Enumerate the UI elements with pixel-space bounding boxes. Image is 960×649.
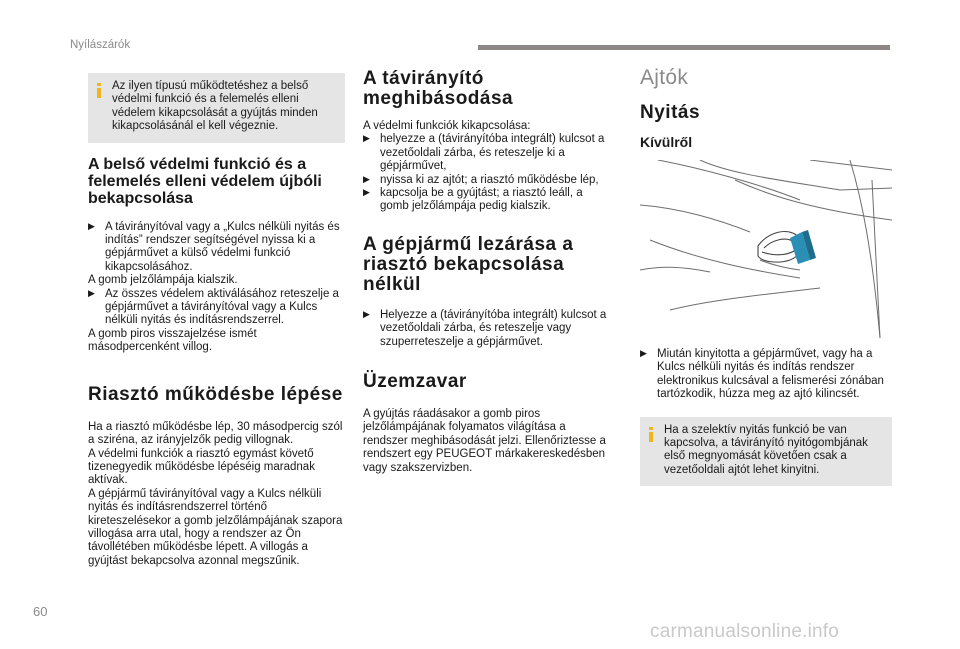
- heading-opening: Nyitás: [640, 102, 701, 123]
- left-column: [88, 73, 345, 568]
- bullet-item: ▶ Miután kinyitotta a gépjárművet, vagy ha a Kulcs nélküli nyitás és indítás rendszer elektronikus kulcsával a felismerési zónában tartózkodik, húzza meg az ajtó kilincsét.: [640, 348, 884, 401]
- heading-alarm-trigger: Riasztó működésbe lépése: [88, 383, 343, 405]
- right-column-lower: [640, 348, 892, 486]
- bullet-marker-icon: ▶: [88, 288, 95, 299]
- heading-from-outside: Kívülről: [640, 134, 693, 150]
- heading-malfunction: Üzemzavar: [363, 371, 467, 393]
- bullet-item: ▶ Helyezze a (távirányítóba integrált) kulcsot a vezetőoldali zárba, és reteszelje vagy szuperreteszelje a gépjárművet.: [363, 308, 607, 348]
- door-handle-illustration: [640, 160, 892, 338]
- text-line: A gomb piros visszajelzése ismét másodpercenként villog.: [88, 327, 257, 354]
- text-line: A gomb jelzőlámpája kialszik.: [88, 274, 238, 287]
- page-number: 60: [33, 604, 48, 619]
- heading-remote-failure: A távirányító meghibásodása: [363, 68, 514, 109]
- bullet-item: ▶ helyezze a (távirányítóba integrált) kulcsot a vezetőoldali zárba, és reteszelje ki a gépjárművet,: [363, 133, 605, 173]
- section-header: Nyílászárók: [70, 39, 131, 51]
- bullet-item: ▶ Az összes védelem aktiválásához reteszelje a gépjárművet a távirányítóval vagy a Kulcs nélküli nyitás és indításrendszerrel.: [88, 287, 339, 327]
- bullet-item: ▶ A távirányítóval vagy a „Kulcs nélküli nyitás és indítás” rendszer segítségével nyissa ki a gépjárművet a külső védelmi funkció kikapcsolásához.: [88, 220, 340, 273]
- info-bar-icon: [649, 427, 653, 442]
- heading-lock-without-alarm: A gépjármű lezárása a riasztó bekapcsolása nélkül: [363, 233, 574, 295]
- bullet-marker-icon: ▶: [363, 174, 370, 185]
- paragraph: A gépjármű távirányítóval vagy a Kulcs nélküli nyitás és indításrendszerrel történő kireteszelésekor a gomb jelzőlámpájának szapora villogása arra utal, hogy a rendszer az Ön távollétében működésbe lépett. A villogás a gyújtást bekapcsolva azonnal megszűnik.: [88, 487, 343, 567]
- middle-column: [363, 69, 613, 475]
- info-note: [640, 417, 892, 487]
- page-title: Ajtók: [640, 66, 689, 89]
- bullet-item: ▶ kapcsolja be a gyújtást; a riasztó leáll, a gomb jelzőlámpája pedig kialszik.: [363, 187, 583, 213]
- watermark: carmanualsonline.info: [650, 621, 840, 642]
- paragraph: A védelmi funkciók a riasztó egymást követő tizenegyedik működésbe lépéséig maradnak aktívak.: [88, 447, 315, 487]
- note-text: Ha a szelektív nyitás funkció be van kapcsolva, a távirányító nyitógombjának első megnyomását követően csak a vezetőoldali ajtót lehet kinyitni.: [664, 423, 868, 476]
- bullet-marker-icon: ▶: [640, 349, 647, 359]
- bullet-marker-icon: ▶: [363, 188, 370, 199]
- intro-text: A védelmi funkciók kikapcsolása:: [363, 120, 531, 132]
- bullet-item: ▶ nyissa ki az ajtót; a riasztó működésbe lép,: [363, 173, 599, 186]
- note-text: Az ilyen típusú működtetéshez a belső védelmi funkció és a felemelés elleni védelem kikapcsolását a gyújtás minden kikapcsolásánál el kell végeznie.: [112, 80, 318, 133]
- paragraph: Ha a riasztó működésbe lép, 30 másodpercig szól a sziréna, az irányjelzők pedig villognak.: [88, 420, 343, 447]
- heading-reactivation: A belső védelmi funkció és a felemelés elleni védelem újbóli bekapcsolása: [88, 155, 322, 207]
- info-bar-icon: [97, 83, 101, 98]
- bullet-marker-icon: ▶: [88, 221, 95, 232]
- bullet-marker-icon: ▶: [363, 134, 370, 145]
- header-bar: [478, 45, 890, 50]
- paragraph: A gyújtás ráadásakor a gomb piros jelzőlámpájának folyamatos világítása a rendszer meghibásodását jelzi. Ellenőriztesse a rendszert egy PEUGEOT márkakereskedésben vagy szakszervizben.: [363, 408, 606, 474]
- door-handle-drawing: [640, 160, 892, 338]
- bullet-marker-icon: ▶: [363, 309, 370, 320]
- info-note: [88, 73, 345, 143]
- right-column: [640, 66, 892, 150]
